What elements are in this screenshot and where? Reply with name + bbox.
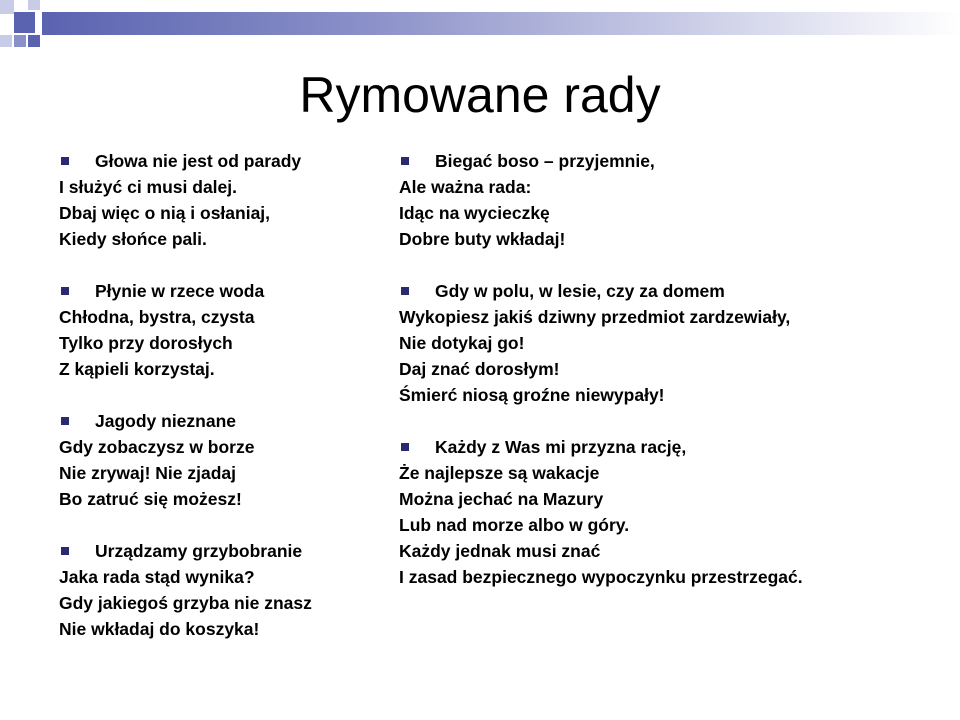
- stanza-first-line: [59, 408, 379, 434]
- stanza-line: [59, 460, 379, 486]
- stanza-line: [59, 304, 379, 330]
- square-bullet-icon: [61, 417, 69, 425]
- stanza: [59, 148, 379, 252]
- stanza-first-line: [399, 434, 939, 460]
- line-text: Nie zrywaj! Nie zjadaj: [59, 463, 237, 483]
- stanza-line: [59, 200, 379, 226]
- line-text: Z kąpieli korzystaj.: [59, 359, 215, 379]
- line-text: Ale ważna rada:: [399, 177, 532, 197]
- stanza-line: [59, 590, 379, 616]
- stanza-first-line: [59, 148, 379, 174]
- left-poem-column: [59, 148, 379, 668]
- square-bullet-icon: [401, 157, 409, 165]
- line-text: Jagody nieznane: [95, 411, 237, 431]
- line-text: Daj znać dorosłym!: [399, 359, 560, 379]
- stanza-line: [399, 200, 939, 226]
- stanza-line: [399, 564, 939, 590]
- stanza-first-line: [59, 538, 379, 564]
- stanza: [399, 148, 939, 252]
- stanza: [59, 278, 379, 382]
- stanza-line: [59, 174, 379, 200]
- line-text: Gdy w polu, w lesie, czy za domem: [435, 281, 725, 301]
- line-text: Każdy z Was mi przyzna rację,: [435, 437, 687, 457]
- stanza-line: [399, 382, 939, 408]
- line-text: Gdy zobaczysz w borze: [59, 437, 255, 457]
- decor-square: [28, 0, 40, 10]
- line-text: Idąc na wycieczkę: [399, 203, 550, 223]
- decor-gradient-bar: [42, 12, 960, 35]
- line-text: Biegać boso – przyjemnie,: [435, 151, 655, 171]
- right-poem-column: [399, 148, 939, 616]
- square-bullet-icon: [401, 443, 409, 451]
- slide-title: Rymowane rady: [299, 67, 661, 123]
- line-text: I zasad bezpiecznego wypoczynku przestrzegać.: [399, 567, 803, 587]
- line-text: Jaka rada stąd wynika?: [59, 567, 255, 587]
- line-text: Lub nad morze albo w góry.: [399, 515, 630, 535]
- line-text: Dobre buty wkładaj!: [399, 229, 566, 249]
- stanza-line: [399, 226, 939, 252]
- stanza-line: [59, 486, 379, 512]
- line-text: Płynie w rzece woda: [95, 281, 265, 301]
- line-text: Bo zatruć się możesz!: [59, 489, 242, 509]
- stanza: [399, 278, 939, 408]
- line-text: Tylko przy dorosłych: [59, 333, 233, 353]
- decor-square: [0, 0, 14, 14]
- line-text: I służyć ci musi dalej.: [59, 177, 237, 197]
- line-text: Kiedy słońce pali.: [59, 229, 207, 249]
- line-text: Można jechać na Mazury: [399, 489, 604, 509]
- stanza-line: [399, 512, 939, 538]
- stanza: [59, 538, 379, 642]
- line-text: Głowa nie jest od parady: [95, 151, 302, 171]
- line-text: Gdy jakiegoś grzyba nie znasz: [59, 593, 312, 613]
- line-text: Urządzamy grzybobranie: [95, 541, 303, 561]
- stanza-line: [59, 616, 379, 642]
- stanza-line: [59, 356, 379, 382]
- line-text: Nie wkładaj do koszyka!: [59, 619, 260, 639]
- stanza-line: [399, 460, 939, 486]
- stanza-line: [59, 434, 379, 460]
- decor-square: [28, 35, 40, 47]
- stanza: [59, 408, 379, 512]
- stanza-line: [399, 356, 939, 382]
- stanza-line: [399, 486, 939, 512]
- decor-square: [14, 12, 35, 33]
- stanza-line: [59, 330, 379, 356]
- decor-square: [14, 35, 26, 47]
- square-bullet-icon: [61, 157, 69, 165]
- line-text: Że najlepsze są wakacje: [399, 463, 600, 483]
- square-bullet-icon: [61, 547, 69, 555]
- square-bullet-icon: [61, 287, 69, 295]
- decor-square: [0, 35, 12, 47]
- stanza: [399, 434, 939, 590]
- line-text: Śmierć niosą groźne niewypały!: [399, 385, 665, 405]
- stanza-first-line: [399, 148, 939, 174]
- stanza-line: [59, 564, 379, 590]
- square-bullet-icon: [401, 287, 409, 295]
- stanza-line: [399, 538, 939, 564]
- stanza-line: [59, 226, 379, 252]
- line-text: Wykopiesz jakiś dziwny przedmiot zardzewiały,: [399, 307, 791, 327]
- stanza-line: [399, 174, 939, 200]
- stanza-line: [399, 330, 939, 356]
- line-text: Nie dotykaj go!: [399, 333, 525, 353]
- stanza-first-line: [59, 278, 379, 304]
- stanza-line: [399, 304, 939, 330]
- stanza-first-line: [399, 278, 939, 304]
- line-text: Każdy jednak musi znać: [399, 541, 601, 561]
- line-text: Dbaj więc o nią i osłaniaj,: [59, 203, 271, 223]
- line-text: Chłodna, bystra, czysta: [59, 307, 255, 327]
